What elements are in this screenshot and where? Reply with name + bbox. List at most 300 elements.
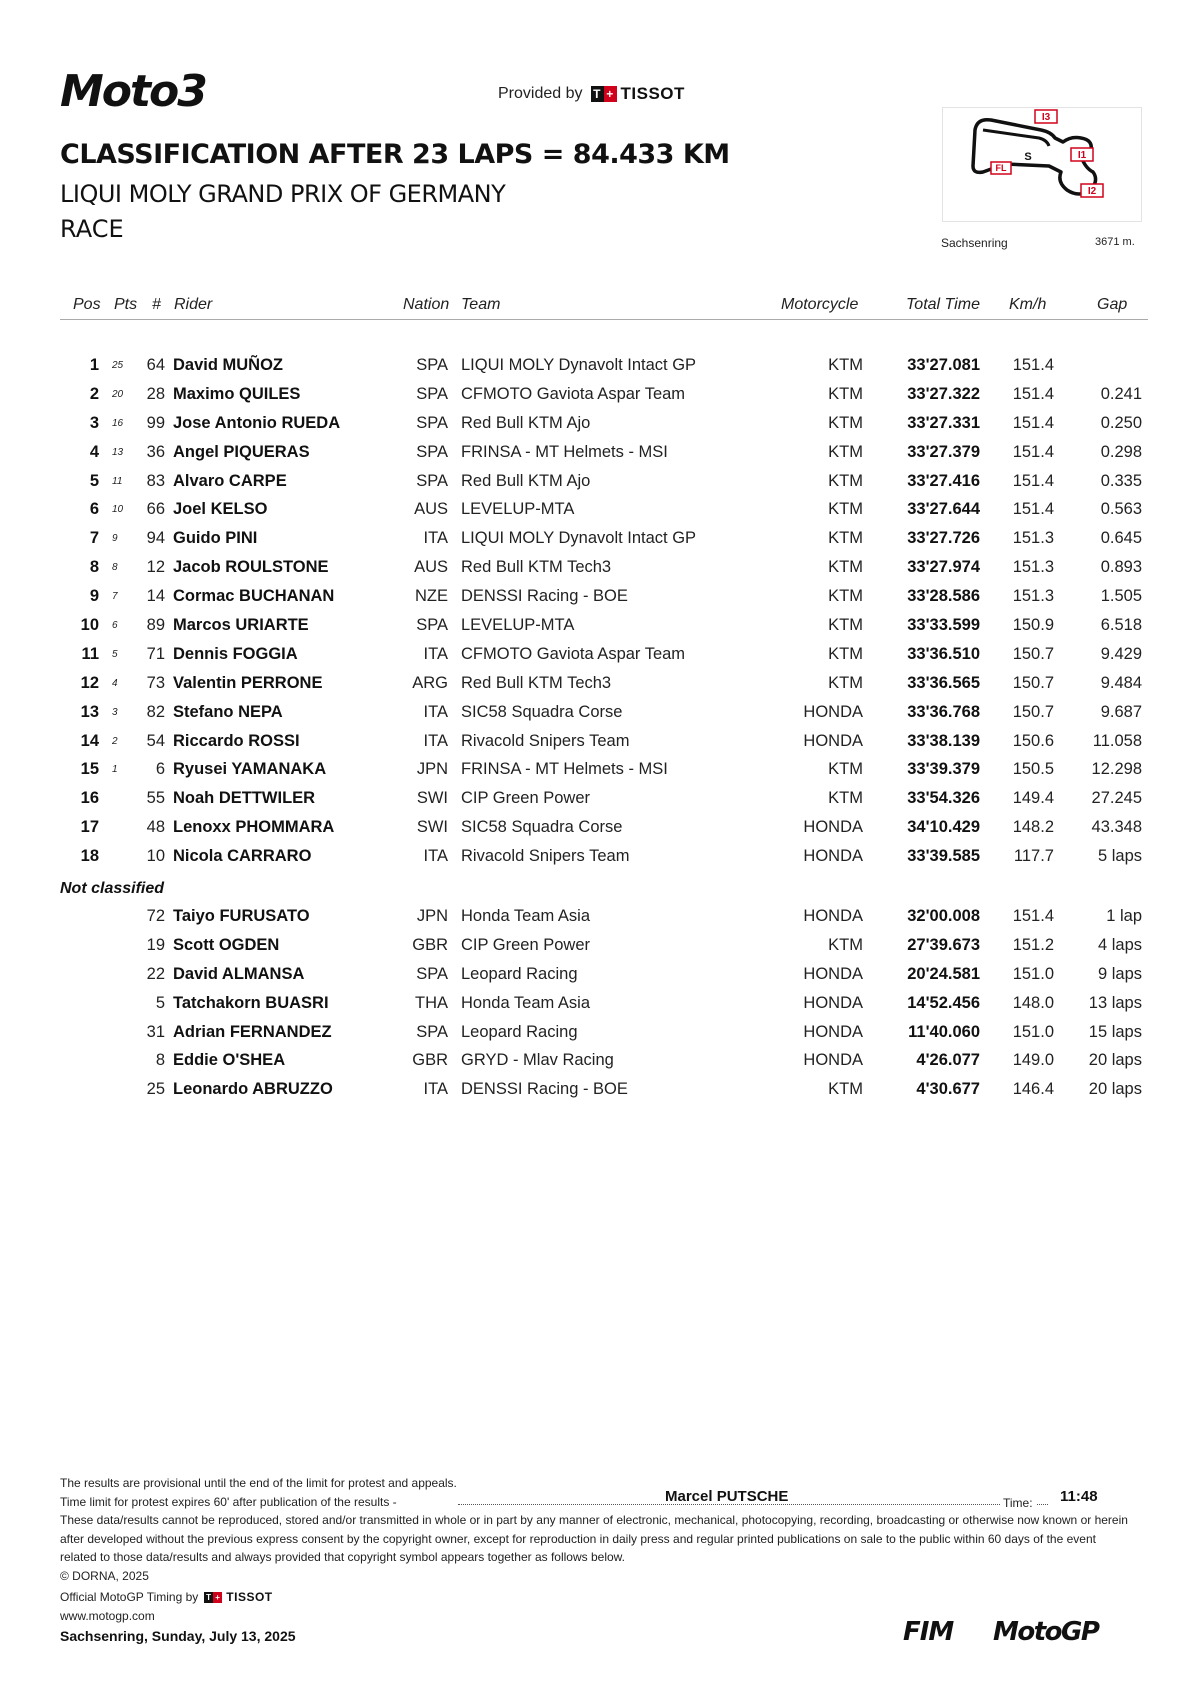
team-cell: CFMOTO Gaviota Aspar Team: [461, 644, 686, 663]
pts-cell: 7: [112, 591, 118, 603]
classified-results: [0, 356, 1199, 876]
motorcycle-cell: KTM: [828, 587, 863, 606]
number-cell: 5: [155, 993, 165, 1012]
pts-cell: 6: [112, 620, 118, 632]
pos-cell: 17: [80, 818, 99, 837]
table-header: [60, 296, 1148, 320]
motorcycle-cell: KTM: [828, 644, 863, 663]
footer: [60, 1474, 1135, 1646]
motorcycle-cell: KTM: [828, 558, 863, 577]
kmh-cell: 150.7: [1012, 702, 1054, 721]
pts-cell: 2: [112, 735, 118, 747]
motorcycle-cell: KTM: [828, 935, 863, 954]
pos-cell: 18: [80, 847, 99, 866]
number-cell: 99: [146, 413, 165, 432]
rider-cell: Scott OGDEN: [173, 935, 280, 954]
pts-cell: 1: [112, 764, 118, 776]
total-time-cell: 33'39.379: [907, 760, 980, 779]
marker-i2: I2: [1087, 186, 1097, 197]
number-cell: 36: [146, 442, 165, 461]
kmh-cell: 117.7: [1013, 847, 1054, 866]
motorcycle-cell: KTM: [828, 384, 863, 403]
nation-cell: ITA: [423, 529, 448, 548]
number-cell: 14: [146, 587, 165, 606]
pts-cell: 4: [112, 677, 118, 689]
provided-by-label: Provided by: [498, 85, 583, 102]
not-classified-results: [0, 907, 1199, 1109]
protest-note: Time limit for protest expires 60' after publication of the results -: [60, 1494, 397, 1509]
pos-cell: 12: [80, 673, 99, 692]
total-time-cell: 4'26.077: [916, 1051, 980, 1070]
nation-cell: JPN: [416, 760, 448, 779]
motorcycle-cell: KTM: [828, 356, 863, 374]
pts-cell: 11: [112, 475, 123, 487]
rider-cell: Nicola CARRARO: [173, 847, 312, 866]
table-row: [0, 356, 1199, 385]
kmh-cell: 149.4: [1012, 789, 1054, 808]
team-cell: Leopard Racing: [461, 1022, 578, 1041]
number-cell: 64: [146, 356, 165, 374]
pts-cell: 10: [112, 504, 124, 516]
team-cell: Red Bull KTM Ajo: [461, 413, 591, 432]
nation-cell: NZE: [415, 587, 448, 606]
table-row: [0, 818, 1199, 847]
nation-cell: SPA: [416, 1022, 448, 1041]
nation-cell: AUS: [414, 500, 448, 519]
total-time-cell: 33'36.565: [907, 673, 980, 692]
rider-cell: Taiyo FURUSATO: [173, 907, 310, 925]
table-row: [0, 907, 1199, 936]
team-cell: DENSSI Racing - BOE: [461, 1080, 628, 1099]
team-cell: Rivacold Snipers Team: [461, 731, 630, 750]
kmh-cell: 150.5: [1012, 760, 1054, 779]
pts-cell: 13: [112, 446, 124, 458]
tissot-badge-icon: T +: [206, 1592, 221, 1602]
moto3-logo: [60, 68, 285, 118]
number-cell: 71: [146, 644, 165, 663]
team-cell: DENSSI Racing - BOE: [461, 587, 628, 606]
col-pts: Pts: [114, 296, 138, 313]
provided-by: [498, 84, 685, 104]
official-timing: [60, 1588, 1135, 1607]
team-cell: Leopard Racing: [461, 964, 578, 983]
nation-cell: SWI: [416, 818, 448, 837]
copyright-disclaimer: These data/results cannot be reproduced, stored and/or transmitted in whole or in part by any manner of electronic, mechanical, photocopying, recording, broadcasting or otherwise now known or herein after developed without the previous express consent by the copyright owner, except for reproduction in daily press and regular printed publications on sale to the public within 60 days of the event related to those data/results and always provided that copyright symbol appears together as follows below.: [60, 1513, 1128, 1564]
rider-cell: David ALMANSA: [173, 964, 305, 983]
gap-cell: 0.893: [1100, 558, 1142, 577]
col-rider: Rider: [174, 296, 213, 313]
pos-cell: 16: [80, 789, 99, 808]
team-cell: LIQUI MOLY Dynavolt Intact GP: [461, 356, 697, 374]
table-row: [0, 587, 1199, 616]
website: www.motogp.com: [60, 1608, 155, 1623]
total-time-cell: 20'24.581: [907, 964, 980, 983]
rider-cell: Maximo QUILES: [173, 384, 301, 403]
number-cell: 66: [146, 500, 165, 519]
number-cell: 94: [146, 529, 165, 548]
kmh-cell: 151.4: [1012, 471, 1054, 490]
fim-logo: FIM: [903, 1617, 954, 1647]
motorcycle-cell: KTM: [828, 673, 863, 692]
gap-cell: 27.245: [1091, 789, 1142, 808]
total-time-cell: 33'27.416: [907, 471, 980, 490]
event-name: LIQUI MOLY GRAND PRIX OF GERMANY: [60, 180, 506, 208]
nation-cell: SPA: [416, 356, 448, 374]
circuit-length: 3671 m.: [1095, 236, 1135, 248]
pts-cell: 3: [112, 706, 118, 718]
table-row: [0, 732, 1199, 761]
col-pos: Pos: [73, 296, 101, 313]
motorcycle-cell: HONDA: [803, 702, 863, 721]
motorcycle-cell: KTM: [828, 500, 863, 519]
number-cell: 54: [146, 731, 165, 750]
session-name: RACE: [60, 215, 124, 243]
number-cell: 48: [146, 818, 165, 837]
kmh-cell: 150.9: [1012, 616, 1054, 635]
motorcycle-cell: KTM: [828, 442, 863, 461]
team-cell: LEVELUP-MTA: [461, 616, 575, 635]
nation-cell: SWI: [416, 789, 448, 808]
pos-cell: 8: [89, 558, 99, 577]
nation-cell: ITA: [423, 731, 448, 750]
nation-cell: AUS: [414, 558, 448, 577]
number-cell: 83: [146, 471, 165, 490]
page-title: CLASSIFICATION AFTER 23 LAPS = 84.433 KM: [60, 139, 730, 170]
nation-cell: ITA: [423, 702, 448, 721]
kmh-cell: 148.2: [1012, 818, 1054, 837]
rider-cell: Eddie O'SHEA: [173, 1051, 286, 1070]
table-row: [0, 385, 1199, 414]
table-row: [0, 703, 1199, 732]
kmh-cell: 149.0: [1012, 1051, 1054, 1070]
team-cell: SIC58 Squadra Corse: [461, 702, 623, 721]
table-row: [0, 994, 1199, 1023]
moto3-logo-text: Moto3: [60, 66, 206, 117]
pos-cell: 3: [89, 413, 99, 432]
col-num: #: [152, 296, 161, 313]
total-time-cell: 33'27.379: [907, 442, 980, 461]
nation-cell: ITA: [423, 1080, 448, 1099]
time-label: Time:: [1000, 1494, 1036, 1513]
team-cell: SIC58 Squadra Corse: [461, 818, 623, 837]
table-row: [0, 529, 1199, 558]
gap-cell: 20 laps: [1088, 1051, 1142, 1070]
rider-cell: Angel PIQUERAS: [173, 442, 310, 461]
gap-cell: 13 laps: [1088, 993, 1142, 1012]
table-row: [0, 558, 1199, 587]
total-time-cell: 33'36.510: [907, 644, 980, 663]
gap-cell: 0.335: [1100, 471, 1142, 490]
nation-cell: JPN: [416, 907, 448, 925]
gap-cell: 1.505: [1100, 587, 1142, 606]
circuit-name: Sachsenring: [941, 236, 1008, 250]
gap-cell: 0.241: [1100, 384, 1142, 403]
number-cell: 25: [146, 1080, 165, 1099]
time-value: 11:48: [1060, 1487, 1098, 1505]
number-cell: 89: [146, 616, 165, 635]
gap-cell: 4 laps: [1097, 935, 1142, 954]
motorcycle-cell: HONDA: [803, 731, 863, 750]
pos-cell: 7: [89, 529, 99, 548]
kmh-cell: 151.3: [1012, 558, 1054, 577]
motorcycle-cell: HONDA: [803, 847, 863, 866]
table-row: [0, 500, 1199, 529]
official-timing-label: Official MotoGP Timing by: [60, 1590, 199, 1604]
tissot-logo-text: TISSOT: [620, 84, 685, 103]
total-time-cell: 33'27.726: [907, 529, 980, 548]
motogp-logo: MotoGP: [993, 1617, 1099, 1647]
total-time-cell: 27'39.673: [907, 935, 980, 954]
rider-cell: Joel KELSO: [173, 500, 268, 519]
kmh-cell: 151.4: [1012, 413, 1054, 432]
kmh-cell: 148.0: [1012, 993, 1054, 1012]
motorcycle-cell: KTM: [828, 1080, 863, 1099]
col-kmh: Km/h: [1009, 296, 1047, 313]
rider-cell: Dennis FOGGIA: [173, 644, 298, 663]
nation-cell: THA: [415, 993, 448, 1012]
gap-cell: 9.687: [1100, 702, 1142, 721]
table-row: [0, 443, 1199, 472]
rider-cell: Tatchakorn BUASRI: [173, 993, 329, 1012]
motorcycle-cell: KTM: [828, 760, 863, 779]
nation-cell: ARG: [412, 673, 448, 692]
kmh-cell: 151.4: [1012, 384, 1054, 403]
col-gap: Gap: [1097, 296, 1128, 313]
rider-cell: Riccardo ROSSI: [173, 731, 300, 750]
marker-i1: I1: [1077, 150, 1087, 161]
kmh-cell: 151.2: [1012, 935, 1054, 954]
team-cell: FRINSA - MT Helmets - MSI: [461, 760, 668, 779]
pos-cell: 2: [89, 384, 99, 403]
total-time-cell: 33'28.586: [907, 587, 980, 606]
total-time-cell: 34'10.429: [907, 818, 980, 837]
pos-cell: 10: [80, 616, 99, 635]
pos-cell: 5: [89, 471, 99, 490]
rider-cell: Lenoxx PHOMMARA: [173, 818, 335, 837]
motorcycle-cell: HONDA: [803, 907, 863, 925]
rider-cell: David MUÑOZ: [173, 356, 284, 374]
motorcycle-cell: KTM: [828, 471, 863, 490]
table-row: [0, 847, 1199, 876]
rider-cell: Cormac BUCHANAN: [173, 587, 335, 606]
rider-cell: Alvaro CARPE: [173, 471, 287, 490]
motorcycle-cell: HONDA: [803, 993, 863, 1012]
total-time-cell: 33'54.326: [907, 789, 980, 808]
team-cell: Rivacold Snipers Team: [461, 847, 630, 866]
number-cell: 6: [155, 760, 165, 779]
team-cell: Red Bull KTM Ajo: [461, 471, 591, 490]
tissot-logo-small: [204, 1588, 272, 1607]
total-time-cell: 33'27.322: [907, 384, 980, 403]
total-time-cell: 33'33.599: [907, 616, 980, 635]
total-time-cell: 4'30.677: [916, 1080, 980, 1099]
rider-cell: Jacob ROULSTONE: [173, 558, 329, 577]
pos-cell: 14: [80, 731, 99, 750]
kmh-cell: 150.7: [1012, 673, 1054, 692]
pts-cell: 9: [112, 533, 118, 545]
table-row: [0, 936, 1199, 965]
table-row: [0, 760, 1199, 789]
pos-cell: 4: [89, 442, 99, 461]
motorcycle-cell: HONDA: [803, 1022, 863, 1041]
total-time-cell: 32'00.008: [907, 907, 980, 925]
col-team: Team: [461, 296, 501, 313]
rider-cell: Leonardo ABRUZZO: [173, 1080, 333, 1099]
total-time-cell: 11'40.060: [908, 1022, 980, 1041]
total-time-cell: 33'36.768: [907, 702, 980, 721]
table-row: [0, 1023, 1199, 1052]
kmh-cell: 151.3: [1012, 529, 1054, 548]
tissot-badge-icon: T +: [591, 86, 617, 102]
marker-i3: I3: [1041, 112, 1051, 123]
col-motorcycle: Motorcycle: [781, 296, 859, 313]
gap-cell: 0.563: [1100, 500, 1142, 519]
gap-cell: 0.250: [1100, 413, 1142, 432]
gap-cell: 12.298: [1091, 760, 1142, 779]
nation-cell: SPA: [416, 413, 448, 432]
number-cell: 72: [146, 907, 165, 925]
motorcycle-cell: HONDA: [803, 818, 863, 837]
total-time-cell: 33'27.974: [907, 558, 980, 577]
rider-cell: Marcos URIARTE: [173, 616, 309, 635]
rider-cell: Jose Antonio RUEDA: [173, 413, 341, 432]
total-time-cell: 33'27.081: [907, 356, 980, 374]
gap-cell: 0.298: [1100, 442, 1142, 461]
nation-cell: SPA: [416, 471, 448, 490]
kmh-cell: 146.4: [1012, 1080, 1054, 1099]
team-cell: Red Bull KTM Tech3: [461, 673, 612, 692]
nation-cell: SPA: [416, 964, 448, 983]
team-cell: LEVELUP-MTA: [461, 500, 575, 519]
nation-cell: SPA: [416, 442, 448, 461]
number-cell: 28: [146, 384, 165, 403]
nation-cell: ITA: [423, 847, 448, 866]
pos-cell: 15: [80, 760, 99, 779]
team-cell: FRINSA - MT Helmets - MSI: [461, 442, 668, 461]
table-row: [0, 674, 1199, 703]
provisional-note: The results are provisional until the end of the limit for protest and appeals.: [60, 1476, 457, 1490]
total-time-cell: 33'39.585: [907, 847, 980, 866]
number-cell: 31: [146, 1022, 165, 1041]
table-row: [0, 414, 1199, 443]
team-cell: CFMOTO Gaviota Aspar Team: [461, 384, 686, 403]
table-row: [0, 472, 1199, 501]
number-cell: 12: [146, 558, 165, 577]
tissot-logo: [591, 84, 685, 104]
table-row: [0, 645, 1199, 674]
team-cell: Honda Team Asia: [461, 907, 591, 925]
pos-cell: 11: [81, 644, 99, 663]
number-cell: 55: [146, 789, 165, 808]
pos-cell: 6: [89, 500, 99, 519]
motorcycle-cell: HONDA: [803, 1051, 863, 1070]
gap-cell: 15 laps: [1088, 1022, 1142, 1041]
total-time-cell: 33'27.644: [907, 500, 980, 519]
gap-cell: 43.348: [1091, 818, 1142, 837]
team-cell: Honda Team Asia: [461, 993, 591, 1012]
motorcycle-cell: KTM: [828, 789, 863, 808]
motorcycle-cell: KTM: [828, 413, 863, 432]
number-cell: 19: [146, 935, 165, 954]
table-row: [0, 616, 1199, 645]
motorcycle-cell: KTM: [828, 616, 863, 635]
total-time-cell: 33'27.331: [907, 413, 980, 432]
pos-cell: 9: [89, 587, 99, 606]
rider-cell: Stefano NEPA: [173, 702, 283, 721]
kmh-cell: 150.6: [1012, 731, 1054, 750]
kmh-cell: 151.0: [1012, 964, 1054, 983]
table-row: [0, 1080, 1199, 1109]
number-cell: 8: [155, 1051, 165, 1070]
nation-cell: SPA: [416, 616, 448, 635]
kmh-cell: 150.7: [1012, 644, 1054, 663]
gap-cell: 6.518: [1100, 616, 1142, 635]
table-row: [0, 789, 1199, 818]
protest-line: [60, 1487, 1135, 1512]
number-cell: 73: [146, 673, 165, 692]
gap-cell: 20 laps: [1088, 1080, 1142, 1099]
pts-cell: 25: [112, 360, 124, 371]
team-cell: LIQUI MOLY Dynavolt Intact GP: [461, 529, 697, 548]
place-date: Sachsenring, Sunday, July 13, 2025: [60, 1628, 296, 1644]
pts-cell: 5: [112, 648, 118, 660]
rider-cell: Guido PINI: [173, 529, 258, 548]
rider-cell: Ryusei YAMANAKA: [173, 760, 327, 779]
pts-cell: 16: [112, 417, 124, 429]
nation-cell: GBR: [412, 935, 448, 954]
not-classified-label: Not classified: [60, 880, 165, 897]
pos-cell: 1: [89, 356, 99, 374]
motorcycle-cell: HONDA: [803, 964, 863, 983]
signer-name: Marcel PUTSCHE: [665, 1487, 789, 1505]
gap-cell: 1 lap: [1106, 907, 1142, 925]
team-cell: Red Bull KTM Tech3: [461, 558, 612, 577]
table-row: [0, 965, 1199, 994]
total-time-cell: 33'38.139: [907, 731, 980, 750]
total-time-cell: 14'52.456: [907, 993, 980, 1012]
tissot-logo-text: TISSOT: [226, 1590, 273, 1604]
kmh-cell: 151.4: [1012, 442, 1054, 461]
copyright-notice: © DORNA, 2025: [60, 1568, 149, 1583]
team-cell: CIP Green Power: [461, 935, 591, 954]
kmh-cell: 151.3: [1012, 587, 1054, 606]
team-cell: GRYD - Mlav Racing: [461, 1051, 614, 1070]
gap-cell: 0.645: [1100, 529, 1142, 548]
kmh-cell: 151.4: [1012, 907, 1054, 925]
kmh-cell: 151.4: [1012, 500, 1054, 519]
circuit-map-icon: [943, 108, 1143, 223]
table-row: [0, 1051, 1199, 1080]
motorcycle-cell: KTM: [828, 529, 863, 548]
gap-cell: 9.429: [1100, 644, 1142, 663]
number-cell: 82: [146, 702, 165, 721]
pts-cell: 20: [112, 388, 124, 400]
marker-fl: FL: [995, 163, 1007, 173]
number-cell: 22: [146, 964, 165, 983]
gap-cell: 9.484: [1100, 673, 1142, 692]
circuit-map: [942, 107, 1142, 222]
gap-cell: 9 laps: [1097, 964, 1142, 983]
number-cell: 10: [146, 847, 165, 866]
pts-cell: 8: [112, 562, 118, 574]
gap-cell: 5 laps: [1097, 847, 1142, 866]
kmh-cell: 151.4: [1012, 356, 1054, 374]
gap-cell: 11.058: [1092, 731, 1142, 750]
pos-cell: 13: [80, 702, 99, 721]
col-total-time: Total Time: [906, 296, 980, 313]
rider-cell: Noah DETTWILER: [173, 789, 316, 808]
nation-cell: ITA: [423, 644, 448, 663]
